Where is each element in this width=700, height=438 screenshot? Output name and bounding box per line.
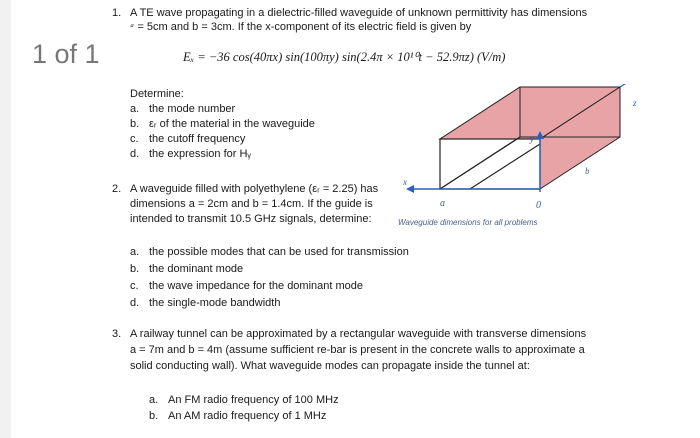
z-axis-label: z (633, 98, 637, 108)
problem-1-line-1: A TE wave propagating in a dielectric-filled waveguide of unknown permittivity has dimensions (130, 7, 588, 19)
problem-1-equation: Eₓ = −36 cos(40πx) sin(100πy) sin(2.4π × 10¹⁰t − 52.9πz) (V/m) (183, 50, 506, 64)
page-counter: 1 of 1 (32, 39, 100, 69)
problem-3-item-a: An FM radio frequency of 100 MHz (168, 394, 339, 406)
problem-1-item-b: εᵣ of the material in the waveguide (149, 118, 315, 130)
a-symbol-glyph: ᵃ (130, 21, 135, 33)
z-axis-line (620, 84, 633, 87)
problem-1-item-a-letter: a. (130, 103, 140, 115)
waveguide-diagram (395, 84, 665, 219)
problem-3-item-b: An AM radio frequency of 1 MHz (168, 410, 327, 422)
front-opening (440, 139, 540, 189)
problem-1-item-b-letter: b. (130, 118, 140, 130)
problem-1-item-a: the mode number (149, 103, 236, 115)
problem-2-item-c-letter: c. (130, 280, 139, 292)
problem-2-number: 2. (112, 183, 122, 195)
problem-1-number: 1. (112, 7, 122, 19)
problem-2-line-1: A waveguide filled with polyethylene (εᵣ = 2.25) has (130, 183, 379, 195)
problem-2-item-b-letter: b. (130, 263, 140, 275)
figure-caption: Waveguide dimensions for all problems (398, 218, 538, 227)
problem-1-line-2 (130, 20, 471, 34)
problem-2-line-2: dimensions a = 2cm and b = 1.4cm. If the guide is (130, 198, 373, 210)
problem-2-item-c: the wave impedance for the dominant mode (149, 280, 364, 292)
problem-3-line-2: a = 7m and b = 4m (assume sufficient re-bar is present in the concrete walls to approximate a (130, 344, 585, 356)
origin-label: 0 (536, 200, 541, 211)
problem-3-number: 3. (112, 328, 122, 340)
problem-3-item-b-letter: b. (149, 410, 159, 422)
dimension-a-label: a (440, 198, 445, 209)
problem-3-line-1: A railway tunnel can be approximated by a rectangular waveguide with transverse dimensions (130, 328, 587, 340)
problem-3-line-3: solid conducting wall). What waveguide modes can propagate inside the tunnel at: (130, 360, 530, 372)
y-axis-label: y (530, 134, 534, 144)
problem-1-item-d-letter: d. (130, 148, 140, 160)
problem-3-item-a-letter: a. (149, 394, 159, 406)
problem-1-item-c-letter: c. (130, 133, 139, 145)
problem-1-determine: Determine: (130, 88, 184, 100)
problem-1-line-2-text: = 5cm and b = 3cm. If the x-component of its electric field is given by (137, 21, 472, 33)
dimension-b-label: b (585, 166, 590, 176)
problem-2-item-b: the dominant mode (149, 263, 244, 275)
problem-1-item-d: the expression for Hᵧ (149, 148, 251, 160)
left-margin-strip (0, 0, 11, 438)
problem-2-item-a: the possible modes that can be used for transmission (149, 246, 409, 258)
problem-2-item-d: the single-mode bandwidth (149, 297, 281, 309)
problem-2-item-d-letter: d. (130, 297, 140, 309)
problem-2-item-a-letter: a. (130, 246, 140, 258)
problem-1-item-c: the cutoff frequency (149, 133, 246, 145)
x-axis-arrowhead (406, 185, 414, 193)
problem-2-line-3: intended to transmit 10.5 GHz signals, determine: (130, 213, 372, 225)
x-axis-label: x (403, 177, 407, 187)
